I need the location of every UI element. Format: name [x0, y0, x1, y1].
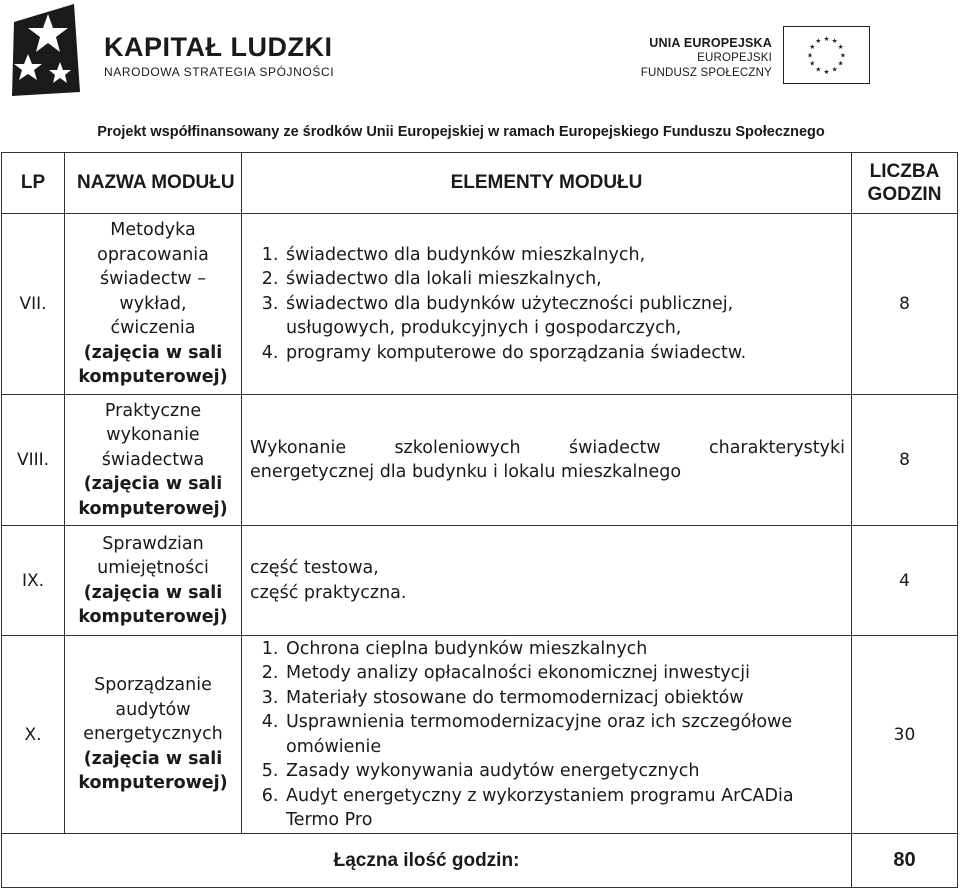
- elements-list: [250, 243, 845, 366]
- eu-star-icon: ★: [837, 43, 844, 52]
- row-module-elements: [242, 214, 852, 395]
- name-line: Sporządzanie: [94, 675, 212, 696]
- name-line: wykład,: [119, 293, 187, 314]
- row-module-name: [65, 636, 242, 834]
- project-cofinancing-note: Projekt współfinansowany ze środków Unii Europejskiej w ramach Europejskiego Funduszu Społecznego: [97, 124, 825, 140]
- list-item: 3. świadectwo dla budynków użyteczności publicznej, usługowych, produkcyjnych i gospodarczych,: [284, 292, 845, 341]
- row-module-elements: [242, 395, 852, 526]
- eu-star-icon: ★: [823, 67, 830, 76]
- table-row: [2, 636, 958, 834]
- eu-line-2: EUROPEJSKI: [697, 52, 772, 64]
- eu-line-3: FUNDUSZ SPOŁECZNY: [640, 67, 772, 79]
- name-line: świadectw –: [100, 269, 206, 290]
- name-line: energetycznych: [83, 724, 223, 745]
- eu-star-icon: ★: [815, 65, 822, 74]
- header-hours-line-1: LICZBA: [869, 161, 940, 182]
- name-note: (zajęcia w sali: [83, 342, 223, 363]
- eu-star-icon: ★: [831, 37, 838, 46]
- list-item: 4. Usprawnienia termomodernizacyjne oraz ich szczegółowe omówienie: [284, 710, 845, 759]
- table-row: [2, 214, 958, 395]
- name-line: wykonanie: [106, 425, 200, 446]
- modules-table: [1, 152, 958, 888]
- row-lp: IX.: [2, 526, 65, 636]
- eu-logo-text: [641, 36, 772, 81]
- eu-star-icon: ★: [809, 43, 816, 52]
- list-item: 2. świadectwo dla lokali mieszkalnych,: [284, 267, 845, 292]
- row-module-elements: [242, 636, 852, 834]
- row-hours: 4: [852, 526, 958, 636]
- elements-text: Wykonanie szkoleniowych świadectw charakterystyki energetycznej dla budynku i lokalu mieszkalnego: [250, 437, 845, 482]
- kapital-ludzki-logo: [10, 2, 82, 98]
- elements-list: [250, 637, 845, 833]
- name-note: komputerowej): [78, 498, 228, 519]
- row-lp: VII.: [2, 214, 65, 395]
- list-item: 1. świadectwo dla budynków mieszkalnych,: [284, 243, 845, 268]
- row-module-name: [65, 214, 242, 395]
- row-module-name: [65, 526, 242, 636]
- row-lp: VIII.: [2, 395, 65, 526]
- table-header-row: [2, 153, 958, 214]
- row-module-name: [65, 395, 242, 526]
- total-label: Łączna ilość godzin:: [2, 834, 852, 888]
- name-note: komputerowej): [78, 773, 228, 794]
- row-hours: 8: [852, 214, 958, 395]
- list-item: 1. Ochrona cieplna budynków mieszkalnych: [284, 637, 845, 662]
- header-hours: [852, 153, 958, 214]
- table-row: [2, 395, 958, 526]
- name-line: umiejętności: [97, 558, 209, 578]
- header-lp: LP: [2, 153, 65, 214]
- eu-star-icon: ★: [809, 59, 816, 68]
- name-note: komputerowej): [78, 367, 228, 388]
- list-item: 2. Metody analizy opłacalności ekonomicznej inwestycji: [284, 661, 845, 686]
- name-line: Metodyka: [110, 220, 196, 241]
- eu-flag-icon: [783, 26, 870, 84]
- eu-star-icon: ★: [807, 51, 814, 60]
- total-row: [2, 834, 958, 888]
- row-module-elements: [242, 526, 852, 636]
- name-note: (zajęcia w sali: [83, 748, 223, 769]
- eu-line-1: UNIA EUROPEJSKA: [649, 36, 772, 50]
- name-note: komputerowej): [78, 607, 228, 627]
- logo-title: KAPITAŁ LUDZKI: [104, 32, 333, 62]
- header-module-name: NAZWA MODUŁU: [65, 153, 242, 214]
- eu-star-icon: ★: [839, 51, 846, 60]
- list-item: 3. Materiały stosowane do termomodernizacj obiektów: [284, 686, 845, 711]
- elements-line: część testowa,: [250, 558, 379, 578]
- row-hours: 8: [852, 395, 958, 526]
- name-note: (zajęcia w sali: [83, 474, 223, 495]
- eu-star-icon: ★: [815, 37, 822, 46]
- name-line: Sprawdzian: [102, 533, 204, 554]
- eu-star-icon: ★: [831, 65, 838, 74]
- name-line: świadectwa: [101, 449, 205, 470]
- name-note: (zajęcia w sali: [83, 582, 223, 603]
- name-line: audytów: [115, 699, 191, 720]
- total-value: 80: [852, 834, 958, 888]
- eu-star-icon: ★: [837, 59, 844, 68]
- row-lp: X.: [2, 636, 65, 834]
- list-item: 6. Audyt energetyczny z wykorzystaniem programu ArCADia Termo Pro: [284, 784, 845, 833]
- eu-star-icon: ★: [823, 35, 830, 43]
- logo-subtitle: NARODOWA STRATEGIA SPÓJNOŚCI: [104, 65, 335, 79]
- elements-line: część praktyczna.: [250, 582, 407, 603]
- name-line: opracowania: [97, 244, 209, 265]
- header-module-elements: ELEMENTY MODUŁU: [242, 153, 852, 214]
- header-hours-line-2: GODZIN: [867, 184, 942, 205]
- row-hours: 30: [852, 636, 958, 834]
- name-line: ćwiczenia: [110, 318, 196, 339]
- table-row: [2, 526, 958, 636]
- list-item: 5. Zasady wykonywania audytów energetycznych: [284, 759, 845, 784]
- list-item: 4. programy komputerowe do sporządzania świadectw.: [284, 341, 845, 366]
- name-line: Praktyczne: [104, 400, 202, 421]
